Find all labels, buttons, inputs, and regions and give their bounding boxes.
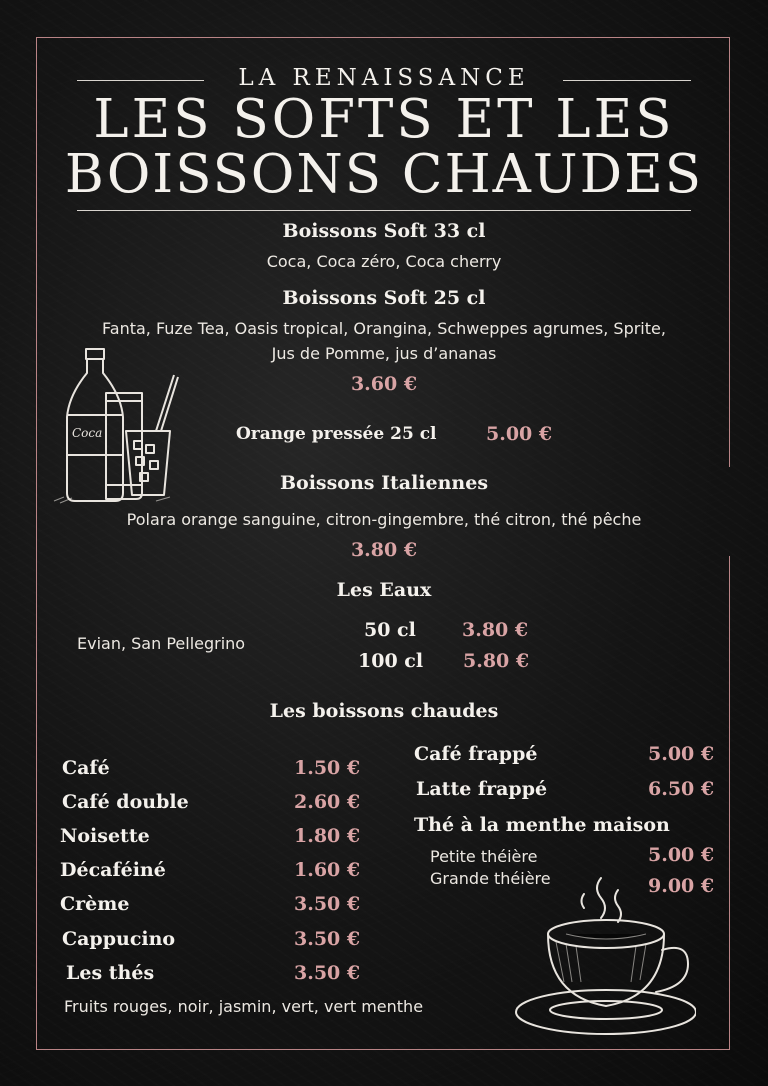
menu-item-cafe-frappe: Café frappé [414, 743, 538, 765]
menthe-price-grande: 9.00 € [648, 875, 715, 897]
orange-pressee-price: 5.00 € [486, 423, 553, 445]
eaux-price-100: 5.80 € [463, 650, 530, 672]
orange-pressee-label: Orange pressée 25 cl [236, 424, 437, 444]
coffee-cup-illustration [506, 872, 696, 1042]
menthe-option-grande: Grande théière [430, 869, 551, 888]
thes-description: Fruits rouges, noir, jasmin, vert, vert menthe [64, 997, 424, 1016]
softs-33-items: Coca, Coca zéro, Coca cherry [266, 252, 502, 271]
softs-25-items-line-2: Jus de Pomme, jus d’ananas [271, 344, 497, 363]
menu-item-cappucino: Cappucino [62, 928, 176, 950]
menu-price-decafeine: 1.60 € [294, 859, 361, 881]
section-title-softs-33: Boissons Soft 33 cl [282, 220, 486, 242]
softs-25-price: 3.60 € [350, 373, 418, 395]
menu-price-les-thes: 3.50 € [294, 962, 361, 984]
eaux-price-50: 3.80 € [462, 619, 529, 641]
menthe-option-petite: Petite théière [430, 847, 538, 866]
softs-25-items-line-1: Fanta, Fuze Tea, Oasis tropical, Orangina, Schweppes agrumes, Sprite, [102, 319, 666, 338]
section-title-italiennes: Boissons Italiennes [279, 472, 489, 494]
eaux-brands: Evian, San Pellegrino [77, 634, 246, 653]
restaurant-name: LA RENAISSANCE [238, 65, 530, 91]
section-title-chaudes: Les boissons chaudes [269, 700, 499, 722]
menu-item-les-thes: Les thés [66, 962, 155, 984]
menu-price-cafe: 1.50 € [294, 757, 361, 779]
menu-price-creme: 3.50 € [294, 893, 361, 915]
eaux-size-50: 50 cl [364, 619, 416, 641]
header-rule-bottom [77, 210, 691, 211]
menu-item-creme: Crème [60, 893, 130, 915]
menu-price-noisette: 1.80 € [294, 825, 361, 847]
section-title-eaux: Les Eaux [336, 579, 432, 601]
menu-item-the-menthe: Thé à la menthe maison [414, 814, 670, 836]
page-title-line-1: LES SOFTS ET LES [93, 89, 675, 150]
italiennes-price: 3.80 € [350, 539, 418, 561]
frame-bottom [36, 1049, 730, 1050]
frame-right-lower [729, 556, 730, 1050]
italiennes-items: Polara orange sanguine, citron-gingembre, thé citron, thé pêche [126, 510, 642, 529]
frame-top [36, 37, 730, 38]
svg-text:Coca: Coca [72, 426, 103, 440]
menu-item-cafe: Café [62, 757, 110, 779]
menu-price-cafe-frappe: 5.00 € [648, 743, 715, 765]
eaux-size-100: 100 cl [358, 650, 424, 672]
menu-item-noisette: Noisette [60, 825, 150, 847]
page-title-line-2: BOISSONS CHAUDES [64, 144, 704, 205]
menu-item-latte-frappe: Latte frappé [416, 778, 548, 800]
menu-price-cappucino: 3.50 € [294, 928, 361, 950]
menu-price-cafe-double: 2.60 € [294, 791, 361, 813]
section-title-softs-25: Boissons Soft 25 cl [282, 287, 486, 309]
menthe-price-petite: 5.00 € [648, 844, 715, 866]
menu-price-latte-frappe: 6.50 € [648, 778, 715, 800]
menu-item-decafeine: Décaféiné [60, 859, 166, 881]
menu-item-cafe-double: Café double [62, 791, 189, 813]
